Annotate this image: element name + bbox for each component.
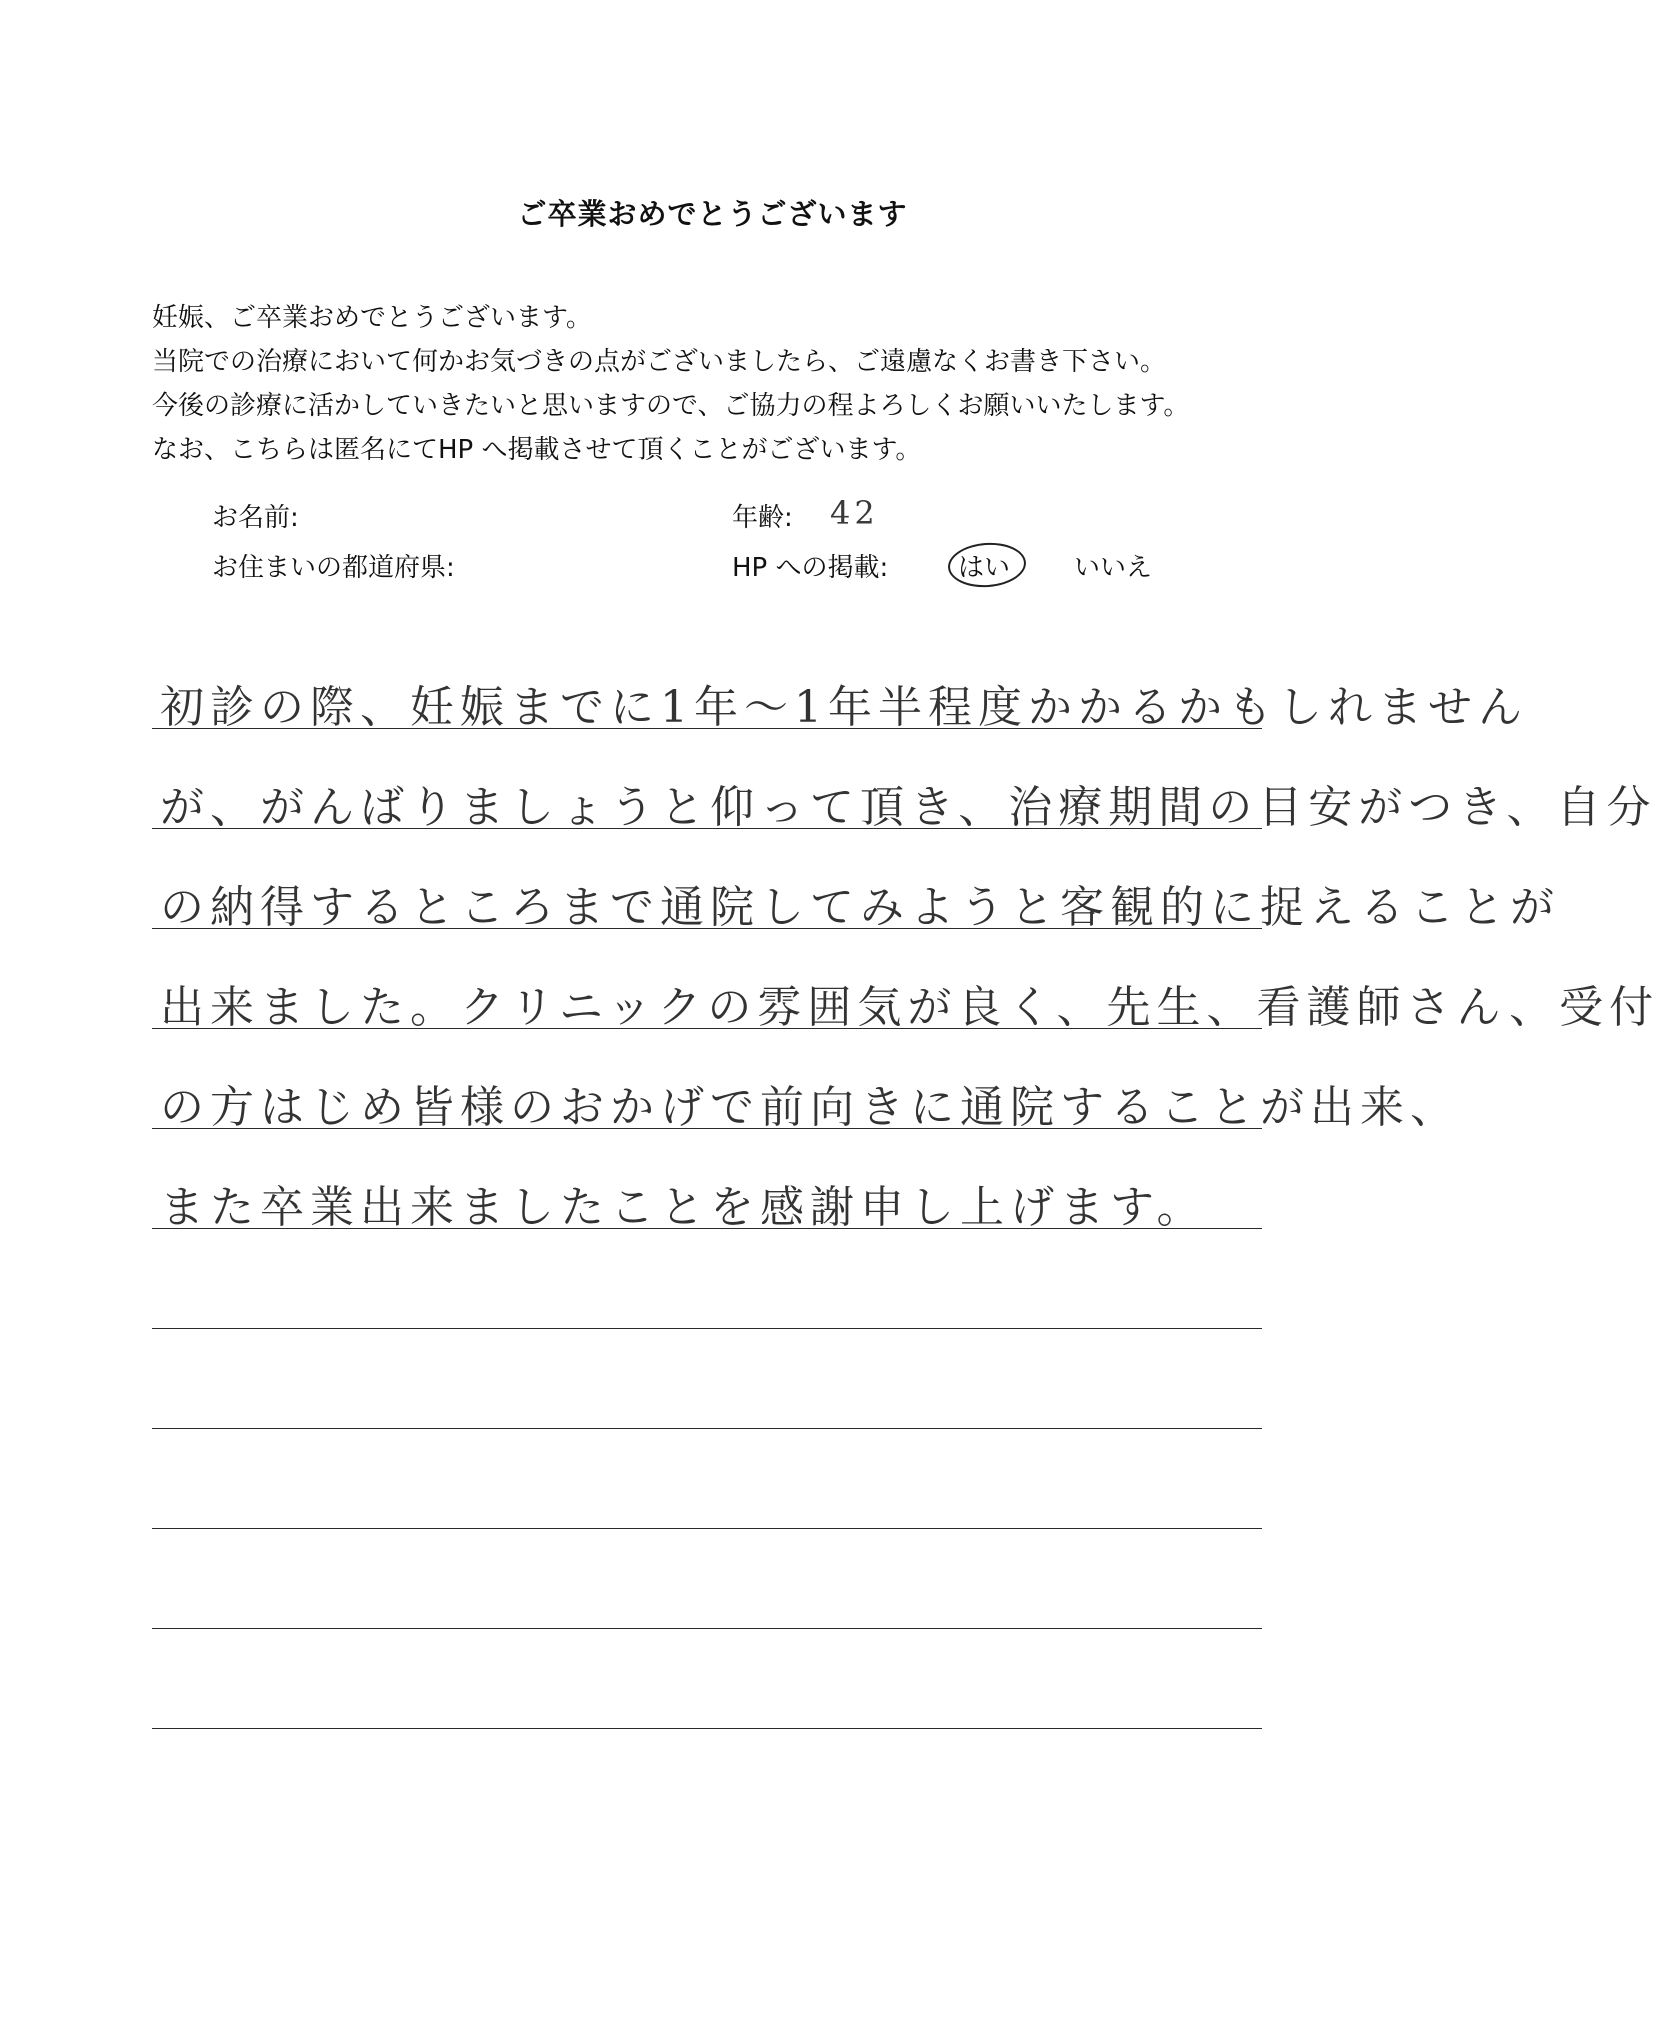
intro-line: 今後の診療に活かしていきたいと思いますので、ご協力の程よろしくお願いいたします。	[152, 391, 1190, 421]
intro-line: 当院での治療において何かお気づきの点がございましたら、ご遠慮なくお書き下さい。	[152, 347, 1167, 377]
message-line: 初診の際、妊娠までに1年〜1年半程度かかるかもしれません	[160, 682, 1528, 733]
ruled-line	[152, 1628, 1262, 1629]
form-title: ご卒業おめでとうございます	[517, 197, 908, 231]
ruled-line	[152, 1428, 1262, 1429]
message-line: が、がんばりましょうと仰って頂き、治療期間の目安がつき、自分	[160, 782, 1657, 833]
ruled-line	[152, 1728, 1262, 1729]
ruled-line	[152, 828, 1262, 829]
ruled-line	[152, 928, 1262, 929]
hp-option-no: いいえ	[1074, 553, 1153, 583]
ruled-line	[152, 1328, 1262, 1329]
hp-publish-label: HP への掲載:	[732, 553, 889, 583]
ruled-line	[152, 1228, 1262, 1229]
intro-text	[152, 296, 1282, 472]
name-label: お名前:	[212, 503, 299, 533]
message-line: の方はじめ皆様のおかげで前向きに通院することが出来、	[160, 1082, 1460, 1133]
ruled-line	[152, 1028, 1262, 1029]
ruled-line	[152, 728, 1262, 729]
intro-line: なお、こちらは匿名にてHP へ掲載させて頂くことがございます。	[152, 435, 922, 465]
message-line: 出来ました。クリニックの雰囲気が良く、先生、看護師さん、受付	[160, 982, 1659, 1033]
prefecture-label: お住まいの都道府県:	[212, 553, 455, 583]
ruled-line	[152, 1128, 1262, 1129]
message-line: また卒業出来ましたことを感謝申し上げます。	[160, 1182, 1207, 1233]
age-value: 42	[830, 494, 879, 532]
age-label: 年齢:	[732, 503, 793, 533]
ruled-line	[152, 1528, 1262, 1529]
intro-line: 妊娠、ご卒業おめでとうございます。	[152, 303, 592, 333]
hp-option-yes: はい	[958, 553, 1011, 583]
message-line: の納得するところまで通院してみようと客観的に捉えることが	[160, 882, 1560, 933]
